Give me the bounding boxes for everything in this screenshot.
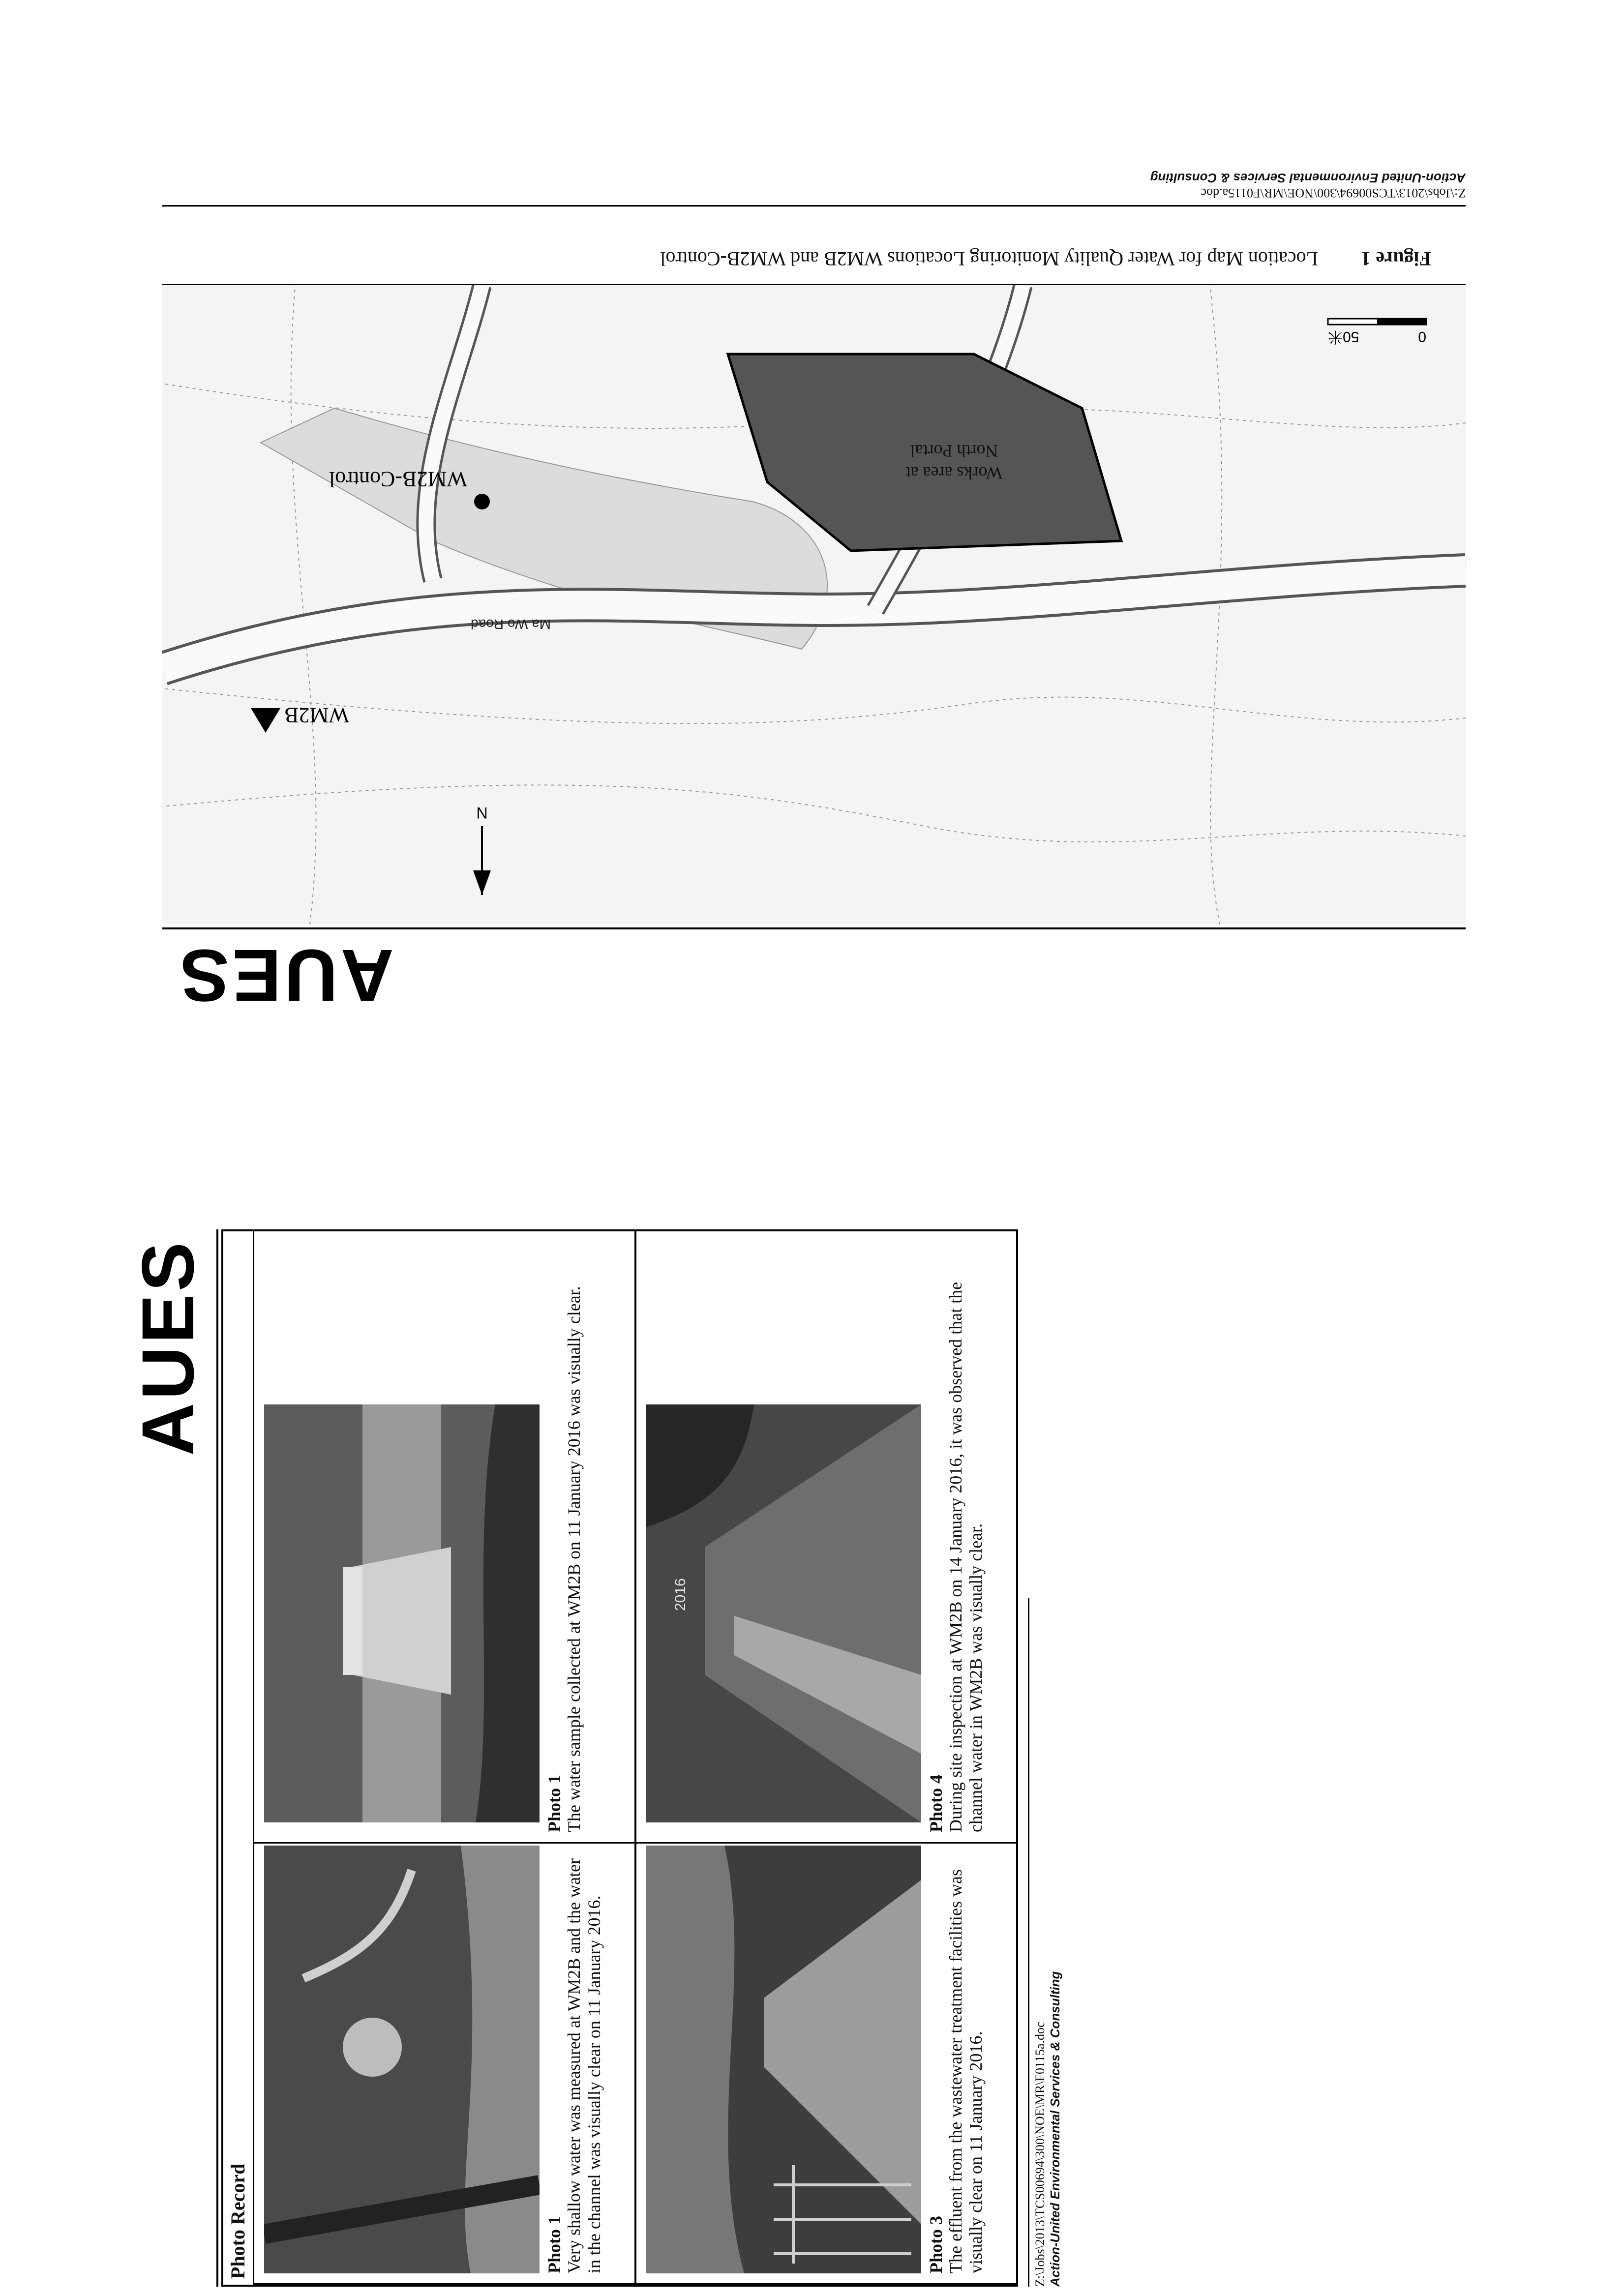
photo-description: The effluent from the wastewater treatment facilities was visually clear on 11 January 2016.	[946, 1869, 986, 2273]
wm2b-label: WM2B	[284, 703, 349, 727]
figure-title: Location Map for Water Quality Monitoring Locations WM2B and WM2B-Control	[660, 248, 1318, 270]
works-area-label-1: Works area at	[905, 463, 1003, 483]
photo-caption	[926, 1241, 986, 1832]
scale-fifty: 50米	[1328, 328, 1359, 345]
photo-caption	[544, 1853, 604, 2273]
photo-record-table	[221, 1229, 1018, 2287]
figure-number: Figure 1	[1361, 248, 1431, 270]
photo-image	[264, 1404, 540, 1822]
footer	[1028, 1598, 1063, 2287]
photo-cell	[253, 1229, 636, 1844]
table-title: Photo Record	[227, 2163, 249, 2279]
header-rule	[216, 1229, 218, 2287]
photo-heading: Photo 3	[926, 2216, 946, 2273]
figure-caption	[660, 247, 1431, 270]
footer-rule	[162, 205, 1466, 207]
footer	[1150, 170, 1466, 201]
scale-zero: 0	[1418, 328, 1426, 345]
wm2b-control-marker	[474, 494, 490, 509]
photo-cell	[634, 1229, 1018, 1844]
photo-heading: Photo 1	[544, 2216, 564, 2273]
photo-cell	[634, 1842, 1018, 2285]
north-label: N	[476, 804, 488, 822]
photo-description: Very shallow water was measured at WM2B and the water in the channel was visually clear on 11 January 2016.	[564, 1858, 604, 2273]
photo-heading: Photo 4	[926, 1775, 946, 1832]
aues-logo: AUES	[126, 1239, 209, 1456]
photo-description: The water sample collected at WM2B on 11 January 2016 was visually clear.	[564, 1286, 584, 1832]
footer-org: Action-United Environmental Services & Consulting	[1150, 170, 1466, 185]
works-area-label-2: North Portal	[910, 441, 998, 461]
photo-image	[646, 1404, 921, 1822]
photo-image	[646, 1846, 921, 2273]
photo-heading: Photo 1	[544, 1775, 564, 1832]
map-graphic	[162, 285, 1466, 924]
photo-description: During site inspection at WM2B on 14 January 2016, it was observed that the channel water in WM2B was visually clear.	[946, 1282, 986, 1832]
photo-cell	[253, 1842, 636, 2285]
wm2b-control-label: WM2B-Control	[329, 467, 467, 491]
footer-path: Z:\Jobs\2013\TCS00694\300\NOE\MR\F0115a.doc	[1033, 2022, 1047, 2287]
header-rule	[162, 927, 1466, 929]
road-label: Ma Wo Road	[471, 617, 551, 632]
photo-caption	[926, 1853, 986, 2273]
photo-date-stamp: 2016	[672, 1578, 689, 1611]
footer-path: Z:\Jobs\2013\TCS00694\300\NOE\MR\F0115a.doc	[1201, 186, 1466, 200]
aues-logo: AUES	[177, 934, 394, 1017]
photo-record-page	[123, 1229, 1063, 2287]
photo-caption	[544, 1241, 584, 1832]
photo-image	[264, 1846, 540, 2273]
location-map	[162, 284, 1466, 924]
figure-page	[162, 143, 1466, 1023]
footer-org: Action-United Environmental Services & Consulting	[1048, 1971, 1063, 2287]
